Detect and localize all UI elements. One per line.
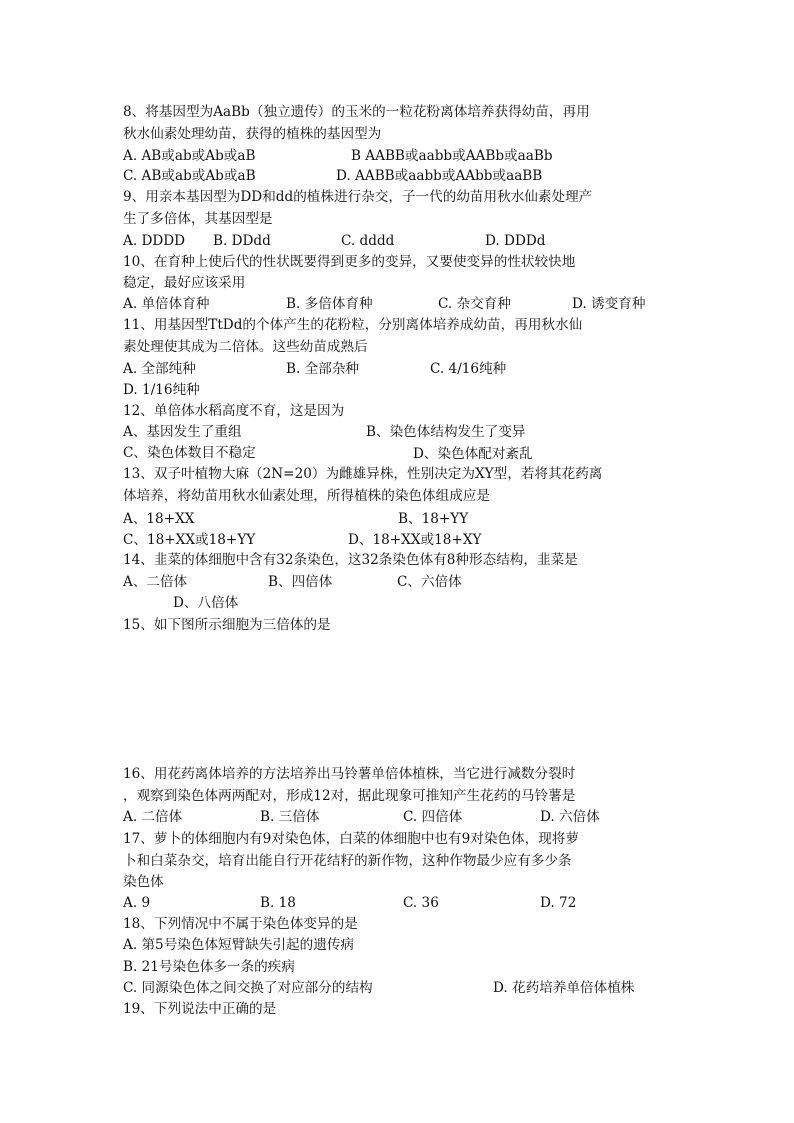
q11-option-b: B. 全部杂种 [286, 361, 360, 377]
q14-option-c: C、六倍体 [397, 574, 462, 590]
q10-stem-line1: 10、在育种上使后代的性状既要得到更多的变异，又要使变异的性状较快地 [123, 254, 576, 270]
q9-stem-line1: 9、用亲本基因型为DD和dd的植株进行杂交，子一代的幼苗用秋水仙素处理产 [123, 189, 593, 205]
q12-option-c: C、染色体数目不稳定 [123, 445, 256, 461]
q16-option-b: B. 三倍体 [260, 809, 320, 825]
q17-option-d: D. 72 [540, 895, 577, 911]
q11-option-a: A. 全部纯种 [123, 361, 196, 377]
q12-option-b: B、染色体结构发生了变异 [366, 424, 526, 440]
q19-stem-line1: 19、下列说法中正确的是 [123, 1001, 277, 1017]
q12-stem-line1: 12、单倍体水稻高度不育，这是因为 [123, 403, 345, 419]
q17-option-c: C. 36 [403, 895, 439, 911]
q17-stem-line2: 卜和白菜杂交，培育出能自行开花结籽的新作物，这种作物最少应有多少条 [123, 853, 572, 869]
q13-stem-line1: 13、双子叶植物大麻（2N=20）为雌雄异株，性别决定为XY型，若将其花药离 [123, 466, 603, 482]
q13-stem-line2: 体培养，将幼苗用秋水仙素处理，所得植株的染色体组成应是 [123, 488, 491, 504]
q18-stem-line1: 18、下列情况中不属于染色体变异的是 [123, 916, 358, 932]
q11-stem-line2: 素处理使其成为二倍体。这些幼苗成熟后 [123, 339, 368, 355]
q16-option-a: A. 二倍体 [123, 809, 183, 825]
q11-stem-line1: 11、用基因型TtDd的个体产生的花粉粒，分别离体培养成幼苗，再用秋水仙 [123, 317, 583, 333]
q13-option-a: A、18+XX [123, 511, 195, 527]
q13-option-b: B、18+YY [398, 511, 469, 527]
q8-option-b: B AABB或aabb或AABb或aaBb [351, 148, 553, 164]
q13-option-c: C、18+XX或18+YY [123, 532, 256, 548]
q8-option-a: A. AB或ab或Ab或aB [123, 148, 256, 164]
q18-option-c: C. 同源染色体之间交换了对应部分的结构 [123, 980, 373, 996]
q10-stem-line2: 稳定，最好应该采用 [123, 275, 246, 291]
q16-stem-line2: ，观察到染色体两两配对，形成12对，据此现象可推知产生花药的马铃薯是 [123, 788, 576, 804]
q11-option-c: C. 4/16纯种 [430, 361, 507, 377]
q17-stem-line1: 17、萝卜的体细胞内有9对染色体，白菜的体细胞中也有9对染色体，现将萝 [123, 831, 579, 847]
q9-option-d: D. DDDd [485, 233, 546, 249]
q9-stem-line2: 生了多倍体，其基因型是 [123, 211, 273, 227]
q18-option-b: B. 21号染色体多一条的疾病 [123, 959, 295, 975]
q18-option-a: A. 第5号染色体短臂缺失引起的遗传病 [123, 937, 355, 953]
q12-option-d: D、染色体配对紊乱 [413, 446, 533, 462]
q8-stem-line1: 8、将基因型为AaBb（独立遗传）的玉米的一粒花粉离体培养获得幼苗，再用 [123, 104, 590, 120]
q10-option-b: B. 多倍体育种 [286, 296, 373, 312]
q10-option-a: A. 单倍体育种 [123, 296, 210, 312]
q14-option-a: A、二倍体 [123, 574, 188, 590]
q9-option-b: B. DDdd [213, 233, 271, 249]
q17-stem-line3: 染色体 [123, 874, 164, 890]
q10-option-c: C. 杂交育种 [438, 296, 511, 312]
q12-option-a: A、基因发生了重组 [123, 424, 242, 440]
q14-option-b: B、四倍体 [268, 574, 333, 590]
q8-option-c: C. AB或ab或Ab或aB [123, 168, 256, 184]
q13-option-d: D、18+XX或18+XY [348, 532, 482, 548]
q10-option-d: D. 诱变育种 [572, 296, 646, 312]
q9-option-c: C. dddd [341, 233, 395, 249]
q8-option-d: D. AABB或aabb或AAbb或aaBB [336, 168, 543, 184]
q18-option-d: D. 花药培养单倍体植株 [493, 980, 635, 996]
q17-option-a: A. 9 [123, 895, 151, 911]
q9-option-a: A. DDDD [123, 233, 186, 249]
q16-option-d: D. 六倍体 [540, 809, 600, 825]
q17-option-b: B. 18 [260, 895, 296, 911]
q14-option-d: D、八倍体 [173, 595, 239, 611]
q8-stem-line2: 秋水仙素处理幼苗，获得的植株的基因型为 [123, 126, 382, 142]
q16-option-c: C. 四倍体 [403, 809, 463, 825]
q14-stem-line1: 14、韭菜的体细胞中含有32条染色，这32条染色体有8种形态结构，韭菜是 [123, 552, 578, 568]
q16-stem-line1: 16、用花药离体培养的方法培养出马铃薯单倍体植株，当它进行减数分裂时 [123, 766, 576, 782]
q11-option-d: D. 1/16纯种 [123, 382, 200, 398]
q15-stem-line1: 15、如下图所示细胞为三倍体的是 [123, 617, 331, 633]
